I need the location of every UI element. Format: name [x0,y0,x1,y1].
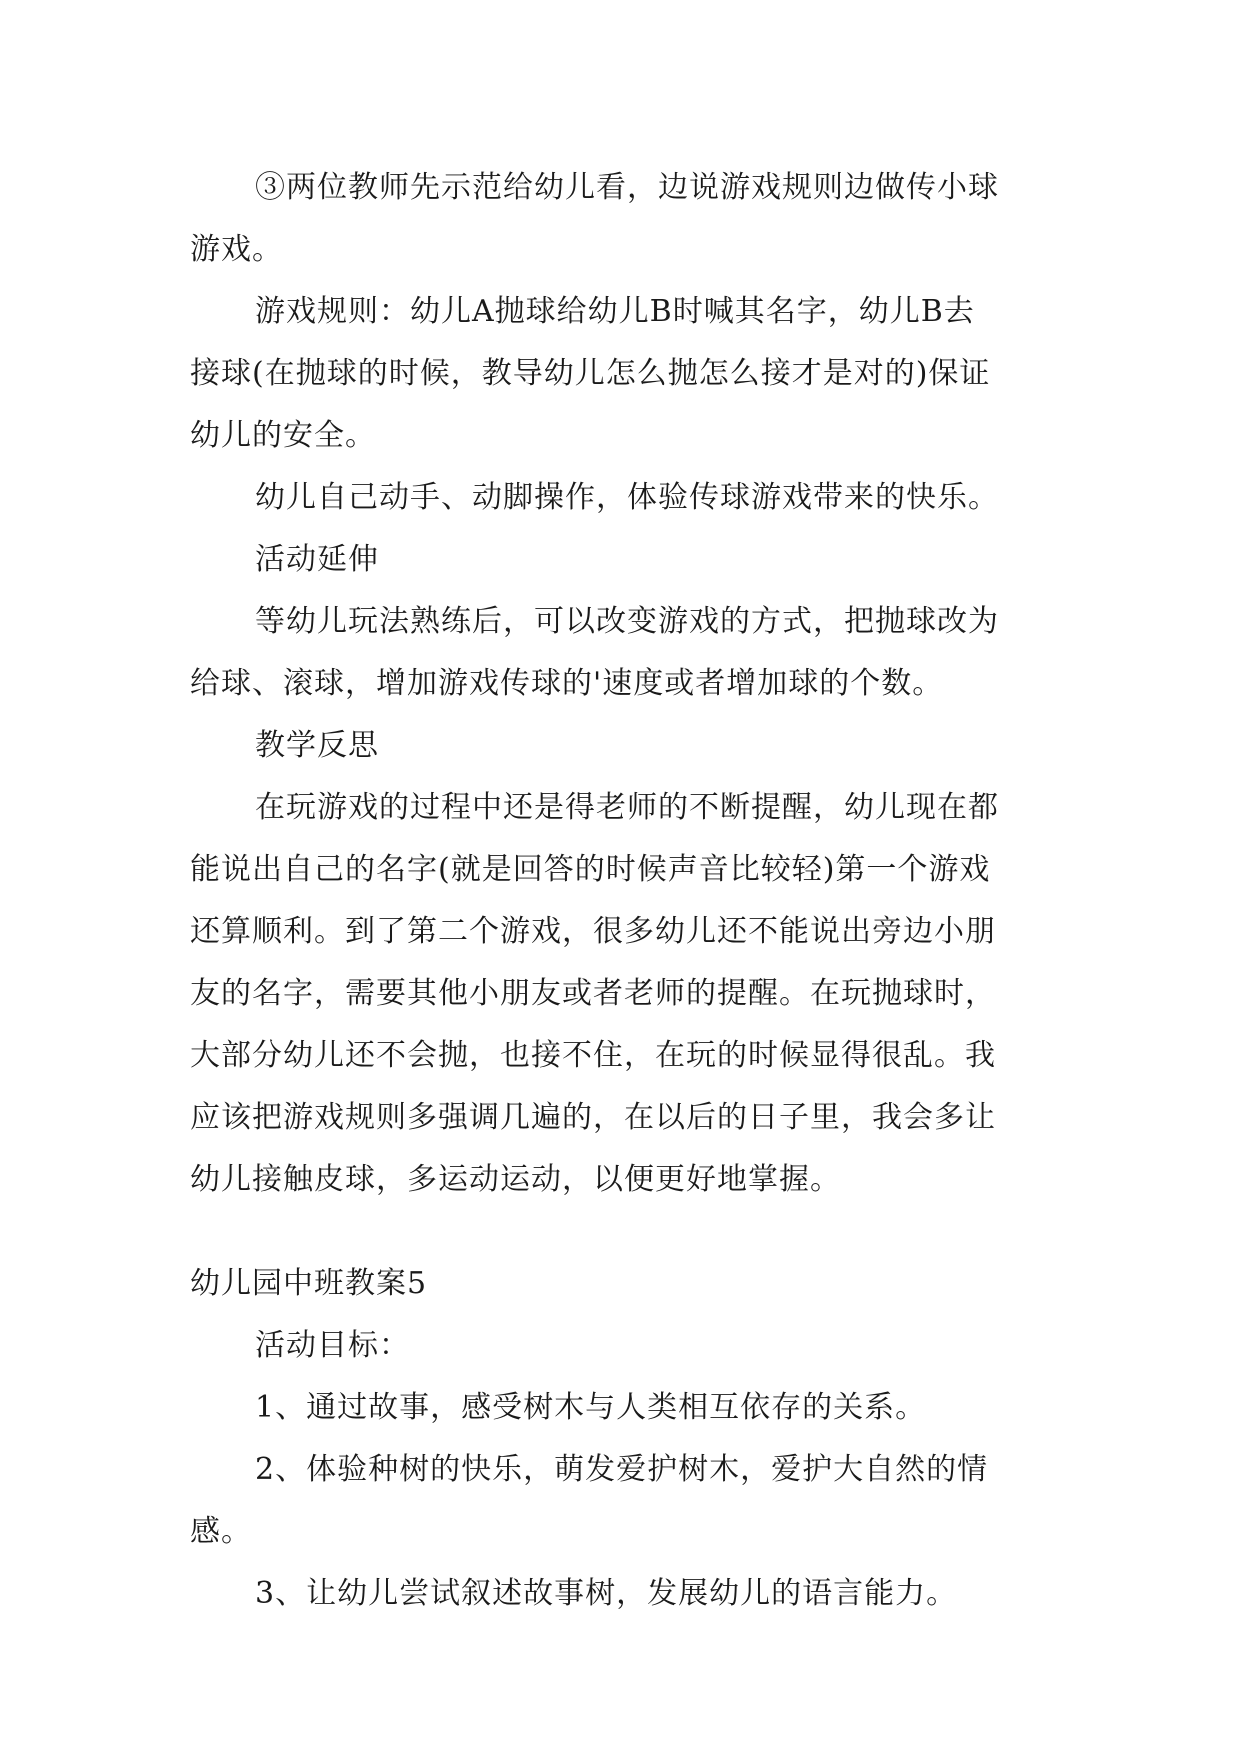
list-item: 1、通过故事，感受树木与人类相互依存的关系。 [255,1390,927,1425]
list-item: 2、体验种树的快乐，萌发爱护树木，爱护大自然的情 [255,1452,989,1487]
text-line: 幼儿接触皮球，多运动运动，以便更好地掌握。 [190,1162,841,1197]
text-line: 大部分幼儿还不会抛，也接不住，在玩的时候显得很乱。我 [190,1038,996,1073]
text-line: 友的名字，需要其他小朋友或者老师的提醒。在玩抛球时， [190,976,996,1011]
text-line: 幼儿自己动手、动脚操作，体验传球游戏带来的快乐。 [255,480,999,515]
section-heading: 活动延伸 [255,542,379,577]
text-line: 接球(在抛球的时候，教导幼儿怎么抛怎么接才是对的)保证 [190,356,991,391]
text-line: 游戏规则：幼儿A抛球给幼儿B时喊其名字，幼儿B去 [255,294,975,329]
text-line: 应该把游戏规则多强调几遍的，在以后的日子里，我会多让 [190,1100,996,1135]
text-line: 等幼儿玩法熟练后，可以改变游戏的方式，把抛球改为 [255,604,999,639]
section-heading: 活动目标： [255,1328,410,1363]
text-line: 幼儿的安全。 [190,418,376,453]
section-heading: 教学反思 [255,728,379,763]
text-line: 感。 [190,1514,252,1549]
list-item: 3、让幼儿尝试叙述故事树，发展幼儿的语言能力。 [255,1576,958,1611]
text-line: ③两位教师先示范给幼儿看，边说游戏规则边做传小球 [255,170,999,205]
text-line: 在玩游戏的过程中还是得老师的不断提醒，幼儿现在都 [255,790,999,825]
text-line: 能说出自己的名字(就是回答的时候声音比较轻)第一个游戏 [190,852,991,887]
text-line: 游戏。 [190,232,283,267]
text-line: 给球、滚球，增加游戏传球的'速度或者增加球的个数。 [190,666,944,701]
text-line: 还算顺利。到了第二个游戏，很多幼儿还不能说出旁边小朋 [190,914,996,949]
document-title: 幼儿园中班教案5 [190,1266,428,1301]
